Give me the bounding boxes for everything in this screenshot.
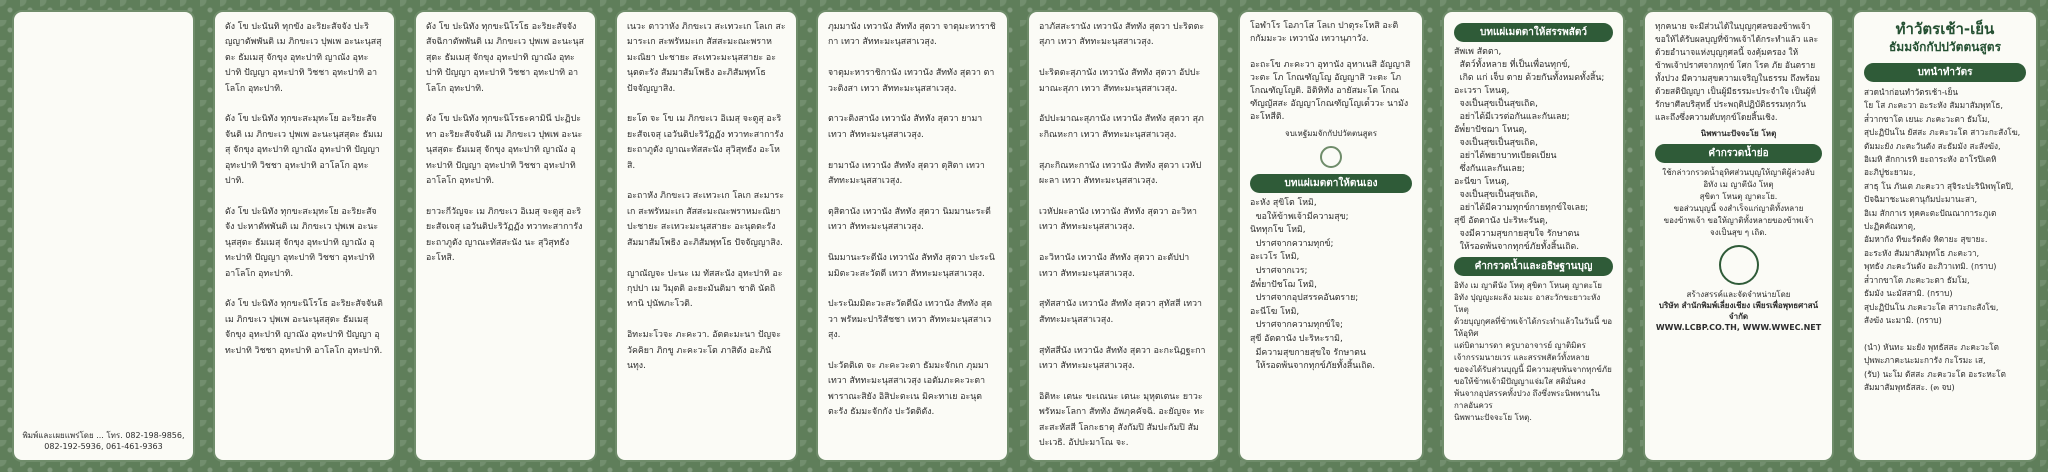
- closing-text: โอฬาโร โอภาโส โลเก ปาตุระโหสิ อะติกกัมมะวะ เทวานัง เทวานุภาวัง. อะถะโข ภะคะวา อุทานัง อุทาเนสิ อัญญาสิ วะตะ โภ โกณฑัญโญ อัญญาสิ วะตะ โภ โกณฑัญโญติ. อิติหิทัง อายัสมะโต โกณฑัญญัสสะ อัญญาโกณฑัญโญเต๎ววะ นามัง อะโหสีติ.: [1250, 21, 1411, 122]
- printer-footer: พิมพ์และเผยแพร่โดย ... โทร. 082-198-9856, 082-192-5936, 061-461-9363: [22, 431, 185, 451]
- section-title-dedication: คำกรวดน้ำและอธิษฐานบุญ: [1454, 257, 1613, 276]
- chant-text: เนวะ ตาวาหัง ภิกขะเว สะเทวะเก โลเก สะมาระเก สะพรัหมะเก สัสสะมะณะพราหมะณิยา ปะชายะ สะเทวะมะนุสสายะ อะนุตตะรัง สัมมาสัมโพธิง อะภิสัมพุทโธ ปัจจัญญาสิง. ยะโต จะ โข เม ภิกขะเว อิเมสุ จะตูสุ อะริยะสัจเจสุ เอวันติปะริวัฏฏัง ทวาทะสาการัง ยะถาภูตัง ญาณะทัสสะนัง สุวิสุทธัง อะโหสิ. อะถาหัง ภิกขะเว สะเทวะเก โลเก สะมาระเก สะพรัหมะเก สัสสะมะณะพราหมะณิยา ปะชายะ สะเทวะมะนุสสายะ อะนุตตะรัง สัมมาสัมโพธิง อะภิสัมพุทโธ ปัจจัญญาสิง. ญาณัญจะ ปะนะ เม ทัสสะนัง อุทะปาทิ อะกุปปา เม วิมุตติ อะยะมันติมา ชาติ นัตถิ ทานิ ปุนัพภะโวติ. อิทะมะโวจะ ภะคะวา. อัตตะมะนา ปัญจะวัคคิยา ภิกขู ภะคะวะโต ภาสิตัง อะภินันทุง.: [627, 22, 786, 371]
- nibbana-line: นิพพานะปัจจะโย โหตุ: [1700, 129, 1777, 138]
- panel-metta-all: [1442, 10, 1625, 462]
- cover-title: ทำวัตรเช้า-เย็น: [1895, 20, 1995, 38]
- panel-chant-5: [816, 10, 1009, 462]
- chant-text: ภุมมานัง เทวานัง สัททัง สุตวา จาตุมะหาราชิกา เทวา สัททะมะนุสสาเวสุง. จาตุมะหาราชิกานัง เทวานัง สัททัง สุตวา ตาวะติงสา เทวา สัททะมะนุสสาเวสุง. ตาวะติงสานัง เทวานัง สัททัง สุตวา ยามา เทวา สัททะมะนุสสาเวสุง. ยามานัง เทวานัง สัททัง สุตวา ตุสิตา เทวา สัททะมะนุสสาเวสุง. ตุสิตานัง เทวานัง สัททัง สุตวา นิมมานะระตี เทวา สัททะมะนุสสาเวสุง. นิมมานะระตีนัง เทวานัง สัททัง สุตวา ปะระนิมมิตะวะสะวัตตี เทวา สัททะมะนุสสาเวสุง. ปะระนิมมิตะวะสะวัตตีนัง เทวานัง สัททัง สุตวา พรัหมะปาริสัชชา เทวา สัททะมะนุสสาเวสุง. ปะวัตติเต จะ ภะคะวะตา ธัมมะจักเก ภุมมา เทวา สัททะมะนุสสาเวสุง เอตัมภะคะวะตา พาราณะสิยัง อิสิปะตะเน มิคะทาเย อะนุตตะรัง ธัมมะจักกัง ปะวัตติตัง.: [828, 22, 996, 418]
- metta-self-text: อะหัง สุขิโต โหมิ, ขอให้ข้าพเจ้ามีความสุข; นิททุกโข โหมิ, ปราศจากความทุกข์; อะเวโร โหมิ, ปราศจากเวร; อัพ๎ยาปัชโฌ โหมิ, ปราศจากอุปสรรคอันตราย; อะนีโฆ โหมิ, ปราศจากความทุกข์ใจ; สุขี อัตตานัง ปะริหะรามิ, มีความสุขกายสุขใจ รักษาตน ให้รอดพ้นจากทุกข์ภัยทั้งสิ้นเถิด.: [1250, 198, 1376, 372]
- publisher-info: บริษัท สำนักพิมพ์เลี่ยงเชียง เพียรเพื่อพุทธศาสน์ จำกัด WWW.LCBP.CO.TH, WWW.WWEC.NET: [1655, 301, 1822, 332]
- chant-text: ดัง โข ปะนิทัง ทุกขะนิโรโธ อะริยะสัจจัง สัจฉิกาตัพพันติ เม ภิกขะเว ปุพเพ อะนะนุสสุตะ ธัมเมสุ จักขุง อุทะปาทิ ญาณัง อุทะปาทิ ปัญญา อุทะปาทิ วิชชา อุทะปาทิ อาโลโก อุทะปาทิ. ดัง โข ปะนิทัง ทุกขะนิโรธะคามินี ปะฏิปะทา อะริยะสัจจันติ เม ภิกขะเว ปุพเพ อะนะนุสสุตะ ธัมเมสุ จักขุง อุทะปาทิ ญาณัง อุทะปาทิ ปัญญา อุทะปาทิ วิชชา อุทะปาทิ อาโลโก อุทะปาทิ. ยาวะกีวัญจะ เม ภิกขะเว อิเมสุ จะตูสุ อะริยะสัจเจสุ เอวันติปะริวัฏฏัง ทวาทะสาการัง ยะถาภูตัง ญาณะทัสสะนัง นะ สุวิสุทธัง อะโหสิ.: [426, 22, 584, 264]
- dedication-intro: ทุกคนาย จะมีส่วนได้ในบุญกุศลของข้าพเจ้า ขอให้ได้รับผลบุญที่ข้าพเจ้าได้กระทำแล้ว และด้วยอำนาจแห่งบุญกุศลนี้ จงคุ้มครอง ให้ข้าพเจ้าปราศจากทุกข์ โศก โรค ภัย อันตราย ทั้งปวง มีความสุขความเจริญในธรรม ถึงพร้อม ด้วยสติปัญญา เป็นผู้มีธรรมะประจำใจ เป็นผู้ที่รักษาศีลบริสุทธิ์ ประพฤติปฏิบัติธรรมทุกวัน และถึงซึ่งความดับทุกข์โดยสิ้นเชิง.: [1655, 21, 1823, 122]
- panel-chant-3: [414, 10, 597, 462]
- panel-chant-2: [213, 10, 396, 462]
- panel-cover: [1852, 10, 2038, 462]
- panel-blank: [12, 10, 195, 462]
- section-title-short-dedication: คำกรวดน้ำย่อ: [1655, 144, 1822, 163]
- chant-text: ดัง โข ปะนันทิ ทุกขัง อะริยะสัจจัง ปะริญญาตัพพันติ เม ภิกขะเว ปุพเพ อะนะนุสสุตะ ธัมเมสุ จักขุง อุทะปาทิ ญาณัง อุทะปาทิ ปัญญา อุทะปาทิ วิชชา อุทะปาทิ อาโลโก อุทะปาทิ. ดัง โข ปะนิทัง ทุกขะสะมุทะโย อะริยะสัจจันติ เม ภิกขะเว ปุพเพ อะนะนุสสุตะ ธัมเมสุ จักขุง อุทะปาทิ ญาณัง อุทะปาทิ ปัญญา อุทะปาทิ วิชชา อุทะปาทิ อาโลโก อุทะปาทิ. ดัง โข ปะนิทัง ทุกขะสะมุทะโย อะริยะสัจจัง ปะหาตัพพันติ เม ภิกขะเว ปุพเพ อะนะนุสสุตะ ธัมเมสุ จักขุง อุทะปาทิ ญาณัง อุทะปาทิ ปัญญา อุทะปาทิ วิชชา อุทะปาทิ อาโลโก อุทะปาทิ. ดัง โข ปะนิทัง ทุกขะนิโรโธ อะริยะสัจจันติ เม ภิกขะเว ปุพเพ อะนะนุสสุตะ ธัมเมสุ จักขุง อุทะปาทิ ญาณัง อุทะปาทิ ปัญญา อุทะปาทิ วิชชา อุทะปาทิ อาโลโก อุทะปาทิ.: [225, 22, 383, 356]
- lotus-icon: [1320, 146, 1342, 168]
- panel-short-dedication: [1643, 10, 1834, 462]
- panel-chant-4: [615, 10, 798, 462]
- panel-chant-6: [1027, 10, 1220, 462]
- cover-subtitle: ธัมมจักกัปปวัตตนสูตร: [1888, 40, 2002, 54]
- section-title-metta-self: บทแผ่เมตตาให้ตนเอง: [1250, 174, 1412, 193]
- end-note: จบเหฐัมมจักกัปปวัตตนสูตร: [1285, 129, 1377, 138]
- intro-chant-text: สวดนำก่อนทำวัตรเช้า-เย็น โย โส ภะคะวา อะระหัง สัมมาสัมพุทโธ, ส๎วากขาโต เยนะ ภะคะวะตา ธัมโม, สุปะฏิปันโน ยัสสะ ภะคะวะโต สาวะกะสังโฆ, ตัมมะยัง ภะคะวันตัง สะธัมมัง สะสังฆัง, อิเมหิ สักกาเรหิ ยะถาระหัง อาโรปิเตหิ อะภิปูชะยามะ, สาธุ โน ภันเต ภะคะวา สุจิระปะรินิพพุโตปิ, ปัจฉิมาชะนะตานุกัมปะมานะสา, อิเม สักกาเร ทุคคะตะปัณณาการะภูเต ปะฏิคคัณหาตุ, อัมหากัง ทีฆะรัตตัง หิตายะ สุขายะ. อะระหัง สัมมาสัมพุทโธ ภะคะวา, พุทธัง ภะคะวันตัง อะภิวาเทมิ. (กราบ) ส๎วากขาโต ภะคะวะตา ธัมโม, ธัมมัง นะมัสสามิ. (กราบ) สุปะฏิปันโน ภะคะวะโต สาวะกะสังโฆ, สังฆัง นะมามิ. (กราบ) (นำ) หันทะ มะยัง พุทธัสสะ ภะคะวะโต ปุพพะภาคะนะมะการัง กะโรมะ เส, (รับ) นะโม ตัสสะ ภะคะวะโต อะระหะโต สัมมาสัมพุทธัสสะ. (๓ จบ): [1864, 87, 2021, 392]
- dedication-text: อิทัง เม ญาตีนัง โหตุ สุขิตา โหนตุ ญาตะโย อิทัง ปุญญะผะลัง มะมะ อาสะวักขะยาวะหัง โหตุ ด้วยบุญกุศลที่ข้าพเจ้าได้กระทำแล้วในวันนี้ ขอให้อุทิศ แด่บิดามารดา ครูบาอาจารย์ ญาติมิตร เจ้ากรรมนายเวร และสรรพสัตว์ทั้งหลาย ขอจงได้รับส่วนบุญนี้ มีความสุขพ้นจากทุกข์ภัย ขอให้ข้าพเจ้ามีปัญญาแจ่มใส สติมั่นคง พ้นจากอุปสรรคทั้งปวง ถึงซึ่งพระนิพพานในกาลอันควร นิพพานะปัจจะโย โหตุ.: [1454, 281, 1613, 422]
- metta-all-text: สัพเพ สัตตา, สัตว์ทั้งหลาย ที่เป็นเพื่อนทุกข์, เกิด แก่ เจ็บ ตาย ด้วยกันทั้งหมดทั้งสิ้น; อะเวรา โหนตุ, จงเป็นสุขเป็นสุขเถิด, อย่าได้มีเวรต่อกันและกันเลย; อัพ๎ยาปัชฌา โหนตุ, จงเป็นสุขเป็นสุขเถิด, อย่าได้พยาบาทเบียดเบียน ซึ่งกันและกันเลย; อะนีฆา โหนตุ, จงเป็นสุขเป็นสุขเถิด, อย่าได้มีความทุกข์กายทุกข์ใจเลย; สุขี อัตตานัง ปะริหะรันตุ, จงมีความสุขกายสุขใจ รักษาตน ให้รอดพ้นจากทุกข์ภัยทั้งสิ้นเถิด.: [1454, 47, 1605, 252]
- section-title-metta-all: บทแผ่เมตตาให้สรรพสัตว์: [1454, 23, 1613, 42]
- panel-metta-self: [1238, 10, 1424, 462]
- logo-caption: สร้างสรรค์และจัดจำหน่ายโดย: [1686, 290, 1791, 299]
- section-title-intro: บทนำทำวัตร: [1864, 63, 2026, 82]
- chant-text: อาภัสสะรานัง เทวานัง สัททัง สุตวา ปะริตตะสุภา เทวา สัททะมะนุสสาเวสุง. ปะริตตะสุภานัง เทวานัง สัททัง สุตวา อัปปะมาณะสุภา เทวา สัททะมะนุสสาเวสุง. อัปปะมาณะสุภานัง เทวานัง สัททัง สุตวา สุภะกิณหะกา เทวา สัททะมะนุสสาเวสุง. สุภะกิณหะกานัง เทวานัง สัททัง สุตวา เวหัปผะลา เทวา สัททะมะนุสสาเวสุง. เวหัปผะลานัง เทวานัง สัททัง สุตวา อะวิหา เทวา สัททะมะนุสสาเวสุง. อะวิหานัง เทวานัง สัททัง สุตวา อะตัปปา เทวา สัททะมะนุสสาเวสุง. สุทัสสานัง เทวานัง สัททัง สุตวา สุทัสสี เทวา สัททะมะนุสสาเวสุง. สุทัสสีนัง เทวานัง สัททัง สุตวา อะกะนิฏฐะกา เทวา สัททะมะนุสสาเวสุง. อิติหะ เตนะ ขะเณนะ เตนะ มุหุตเตนะ ยาวะ พรัหมะโลกา สัททัง อัพภุคคัจฉิ. อะยัญจะ ทะสะสะหัสสี โลกะธาตุ สังกัมปิ สัมปะกัมปิ สัมปะเวธิ. อัปปะมาโณ จะ.: [1039, 22, 1206, 448]
- publisher-logo-icon: [1719, 245, 1759, 285]
- short-dedication-text: ใช้กล่าวกรวดน้ำอุทิศส่วนบุญให้ญาติผู้ล่วงลับ อิทัง เม ญาตีนัง โหตุ สุขิตา โหนตุ ญาตะโย. ขอส่วนบุญนี้ จงสำเร็จแก่ญาติทั้งหลาย ของข้าพเจ้า ขอให้ญาติทั้งหลายของข้าพเจ้า จงเป็นสุข ๆ เถิด.: [1662, 168, 1815, 237]
